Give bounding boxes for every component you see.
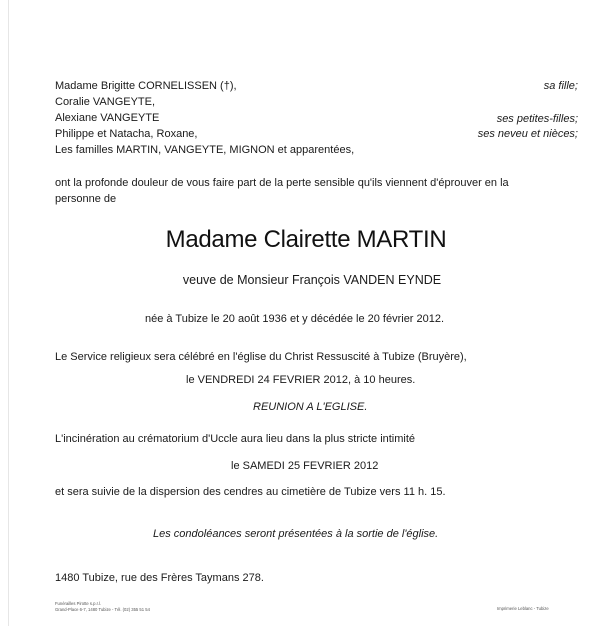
family-member-4: Philippe et Natacha, Roxane, — [55, 128, 198, 140]
service-line-2: le VENDREDI 24 FEVRIER 2012, à 10 heures. — [186, 374, 416, 386]
printer-credit: Imprimerie Leblanc - Tubize — [497, 606, 549, 611]
page-fold-line — [8, 0, 9, 626]
widow-of: veuve de Monsieur François VANDEN EYNDE — [182, 273, 442, 287]
family-member-2: Coralie VANGEYTE, — [55, 96, 156, 108]
family-relation-3: ses petites-filles; — [496, 113, 578, 125]
cremation-line-1: L'incinération au crématorium d'Uccle aura lieu dans la plus stricte intimité — [55, 433, 416, 445]
cremation-line-2: le SAMEDI 25 FEVRIER 2012 — [231, 460, 379, 472]
family-relation-4: ses neveu et nièces; — [477, 128, 578, 140]
funeral-home-name: Funérailles Pirotte s.p.r.l. — [55, 601, 102, 606]
cremation-line-3: et sera suivie de la dispersion des cendres au cimetière de Tubize vers 11 h. 15. — [55, 486, 446, 498]
address: 1480 Tubize, rue des Frères Taymans 278. — [55, 572, 264, 584]
birth-death-dates: née à Tubize le 20 août 1936 et y décédée le 20 février 2012. — [145, 313, 445, 325]
announcement-line-2: personne de — [55, 193, 117, 205]
family-member-5: Les familles MARTIN, VANGEYTE, MIGNON et apparentées, — [55, 144, 355, 156]
funeral-home-address: Grand-Place 6-7, 1480 Tubize - Tél. (02) 355 51 54 — [55, 607, 150, 612]
announcement-line-1: ont la profonde douleur de vous faire part de la perte sensible qu'ils viennent d'éprouver en la — [55, 177, 509, 189]
deceased-name: Madame Clairette MARTIN — [165, 226, 447, 253]
family-member-3: Alexiane VANGEYTE — [55, 112, 160, 124]
service-line-1: Le Service religieux sera célébré en l'église du Christ Ressuscité à Tubize (Bruyère), — [55, 351, 467, 363]
family-relation-1: sa fille; — [543, 80, 578, 92]
church-meeting: REUNION A L'EGLISE. — [253, 401, 368, 413]
condolences-note: Les condoléances seront présentées à la sortie de l'église. — [153, 528, 439, 540]
family-member-1: Madame Brigitte CORNELISSEN (†), — [55, 80, 237, 92]
